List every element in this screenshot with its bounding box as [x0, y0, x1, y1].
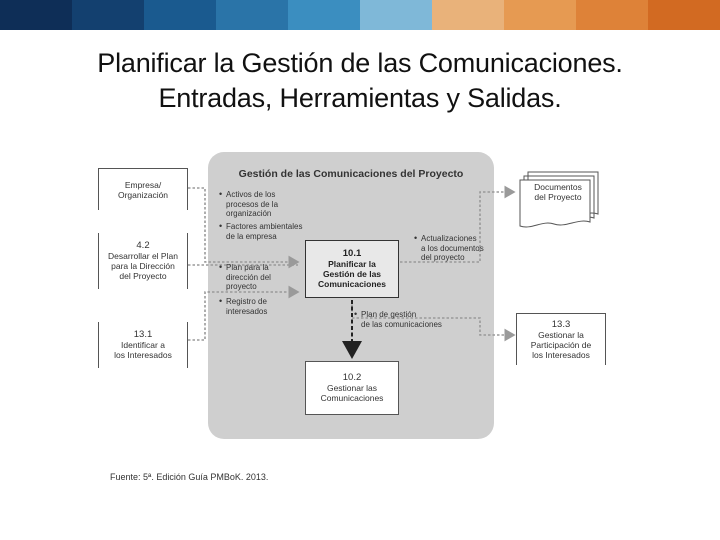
panel-title: Gestión de las Comunicaciones del Proyecto: [238, 168, 464, 180]
input-identificar-interesados: [98, 322, 188, 368]
note-actualizaciones: [414, 233, 484, 263]
output-documentos-line-1: Documentos: [534, 182, 582, 192]
process-number: 10.1: [342, 248, 362, 259]
process-line-1: Planificar la: [328, 259, 376, 269]
input-desarrollar-plan-line-3: del Proyecto: [119, 271, 167, 281]
note-registro-line-2: interesados: [226, 306, 268, 316]
note-bullet-icon: •: [219, 221, 223, 231]
input-desarrollar-plan-number: 4.2: [136, 240, 150, 251]
note-actualizaciones-line-2: a los documentos: [421, 243, 484, 253]
note-bullet-icon: •: [219, 262, 223, 272]
output-participacion-line-2: Participación de: [530, 339, 592, 350]
note-activos: [219, 189, 279, 219]
note-registro: [219, 296, 268, 316]
note-plan-line-3: proyecto: [226, 282, 257, 291]
note-activos-line-1: Activos de los: [226, 190, 276, 199]
source-citation: Fuente: 5ª. Edición Guía PMBoK. 2013.: [110, 472, 269, 482]
note-plan-gestion-line-2: de las comunicaciones: [361, 319, 442, 329]
input-empresa-line-1: Empresa/: [124, 179, 162, 190]
note-factores-line-2: de la empresa: [226, 231, 277, 241]
output-comunicaciones-number: 10.2: [342, 372, 362, 383]
input-identificar-number: 13.1: [133, 329, 153, 340]
input-identificar-line-1: Identificar a: [121, 340, 165, 350]
input-empresa-line-2: Organización: [117, 189, 169, 200]
note-plan-gestion-line-1: Plan de gestión: [361, 310, 417, 319]
title-line-2: Entradas, Herramientas y Salidas.: [158, 83, 562, 113]
note-factores: [219, 221, 303, 241]
process-line-2: Gestión de las: [322, 269, 382, 279]
note-plan-direccion: [219, 262, 271, 292]
note-bullet-icon: •: [414, 233, 418, 243]
note-plan-gestion: [354, 309, 442, 329]
note-registro-line-1: Registro de: [226, 297, 267, 306]
output-gestionar-participacion: [516, 313, 606, 365]
note-actualizaciones-line-1: Actualizaciones: [421, 234, 477, 243]
input-identificar-line-2: los Interesados: [114, 350, 172, 360]
output-gestionar-comunicaciones: [305, 361, 399, 415]
output-participacion-line-1: Gestionar la: [538, 329, 584, 340]
note-bullet-icon: •: [219, 296, 223, 306]
output-documentos: [520, 182, 596, 202]
output-comunicaciones-line-1: Gestionar las: [326, 383, 378, 393]
note-factores-line-1: Factores ambientales: [226, 222, 303, 231]
note-activos-line-3: organización: [226, 209, 272, 218]
input-desarrollar-plan: [98, 233, 188, 289]
note-bullet-icon: •: [219, 189, 223, 199]
process-line-3: Comunicaciones: [317, 279, 387, 289]
output-participacion-line-3: los Interesados: [532, 349, 590, 360]
note-bullet-icon: •: [354, 309, 358, 319]
output-comunicaciones-line-2: Comunicaciones: [320, 393, 384, 403]
note-plan-line-1: Plan para la: [226, 263, 269, 272]
input-empresa-organizacion: [98, 168, 188, 210]
title-line-1: Planificar la Gestión de las Comunicaciones.: [97, 48, 623, 78]
note-actualizaciones-line-3: del proyecto: [421, 253, 465, 262]
process-planificar: [305, 240, 399, 298]
note-plan-line-2: dirección del: [226, 272, 271, 282]
output-documentos-line-2: del Proyecto: [534, 192, 582, 202]
note-activos-line-2: procesos de la: [226, 199, 279, 209]
output-participacion-number: 13.3: [551, 318, 571, 330]
input-desarrollar-plan-line-2: para la Dirección: [111, 261, 175, 271]
input-desarrollar-plan-line-1: Desarrollar el Plan: [108, 251, 178, 261]
